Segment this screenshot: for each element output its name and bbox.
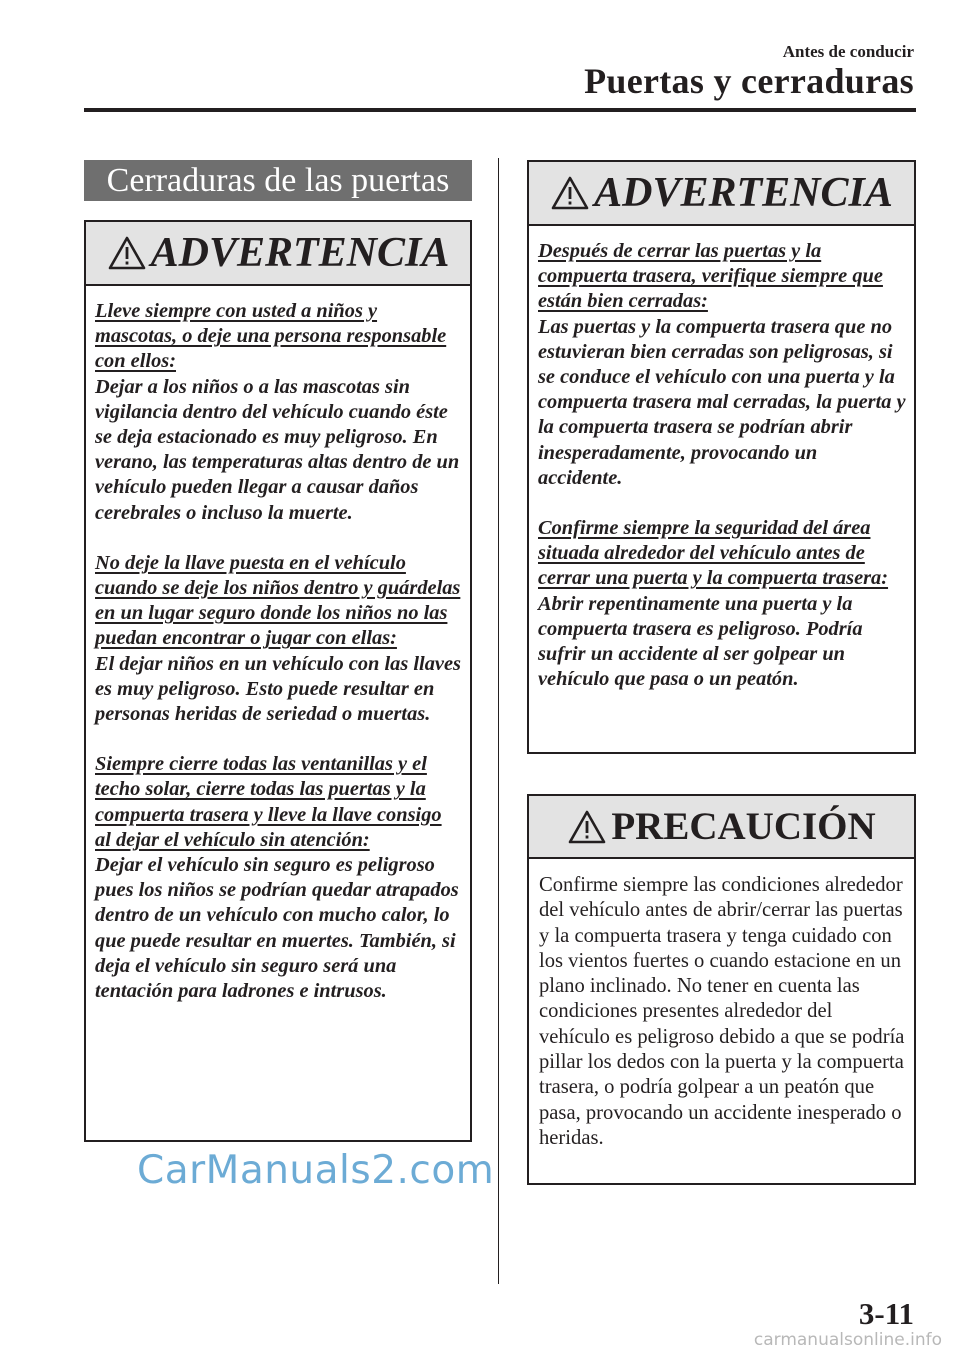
- topic-banner: Cerraduras de las puertas: [84, 160, 472, 201]
- caution-title: PRECAUCIÓN: [611, 805, 876, 848]
- watermark-text: CarManuals2.com: [137, 1148, 495, 1193]
- warning-heading: No deje la llave puesta en el vehículo cuando se deje los niños dentro y guárdelas en un lugar seguro donde los niños no las puedan encontrar o jugar con ellas:: [95, 551, 461, 650]
- warning-box-right: [527, 160, 916, 754]
- warning-title: ADVERTENCIA: [594, 170, 893, 216]
- warning-text: Dejar a los niños o a las mascotas sin vigilancia dentro del vehículo cuando éste se deja estacionado es muy peligroso. En verano, las temperaturas altas dentro de un vehículo pueden llegar a causar daños cerebrales o incluso la muerte.: [95, 375, 460, 524]
- warning-triangle-icon: [567, 809, 607, 845]
- header-rule: [84, 108, 916, 112]
- warning-text: Abrir repentinamente una puerta y la compuerta trasera es peligroso. Podría sufrir un accidente al ser golpear un vehículo que pasa o un peatón.: [538, 592, 863, 691]
- warning-block: [95, 752, 462, 1004]
- caution-box: [527, 794, 916, 1185]
- caution-box-header: [529, 796, 914, 859]
- footer-watermark: carmanualsonline.info: [753, 1330, 942, 1350]
- warning-heading: Siempre cierre todas las ventanillas y el techo solar, cierre todas las puertas y la compuerta trasera y lleve la llave consigo al dejar el vehículo sin atención:: [95, 753, 442, 851]
- page-number: 3-11: [858, 1296, 914, 1331]
- warning-heading: Lleve siempre con usted a niños y mascotas, o deje una persona responsable con ellos:: [95, 300, 447, 373]
- chapter-title: Antes de conducir: [782, 42, 914, 61]
- warning-title: ADVERTENCIA: [150, 230, 450, 276]
- warning-block: [538, 516, 906, 692]
- warning-text: Las puertas y la compuerta trasera que no estuvieran bien cerradas son peligrosas, si se conduce el vehículo con una puerta y la compuerta trasera mal cerradas, la puerta y la compuerta trasera se podrían abrir inesperadamente, provocando un accidente.: [538, 315, 906, 489]
- section-title: Puertas y cerraduras: [584, 61, 914, 101]
- warning-heading: Después de cerrar las puertas y la compuerta trasera, verifique siempre que están bien cerradas:: [538, 240, 883, 313]
- warning-heading: Confirme siempre la seguridad del área situada alrededor del vehículo antes de cerrar una puerta y la compuerta trasera:: [538, 517, 889, 590]
- column-divider: [498, 158, 499, 1284]
- warning-body: [529, 226, 914, 692]
- warning-box-left: [84, 220, 472, 1142]
- warning-box-header: [529, 162, 914, 226]
- warning-text: El dejar niños en un vehículo con las llaves es muy peligroso. Esto puede resultar en personas heridas de seriedad o muertas.: [95, 652, 461, 726]
- warning-triangle-icon: [107, 235, 147, 271]
- warning-block: [538, 239, 906, 491]
- warning-box-header: [86, 222, 470, 286]
- warning-block: [95, 551, 462, 727]
- warning-block: [95, 299, 462, 526]
- warning-body: [86, 286, 470, 1004]
- warning-triangle-icon: [550, 175, 590, 211]
- caution-body: Confirme siempre las condiciones alrededor del vehículo antes de abrir/cerrar las puertas y la compuerta trasera y tenga cuidado con los vientos fuertes o cuando estacione en un plano inclinado. No tener en cuenta las condiciones presentes alrededor del vehículo es peligroso debido a que se podría pillar los dedos con la puerta y la compuerta trasera, o podría golpear a un peatón que pasa, provocando un accidente inesperado o heridas.: [539, 874, 905, 1149]
- warning-text: Dejar el vehículo sin seguro es peligroso pues los niños se podrían quedar atrapados dentro de un vehículo con mucho calor, lo que puede resultar en muertes. También, si deja el vehículo sin seguro será una tentación para ladrones e intrusos.: [95, 854, 459, 1003]
